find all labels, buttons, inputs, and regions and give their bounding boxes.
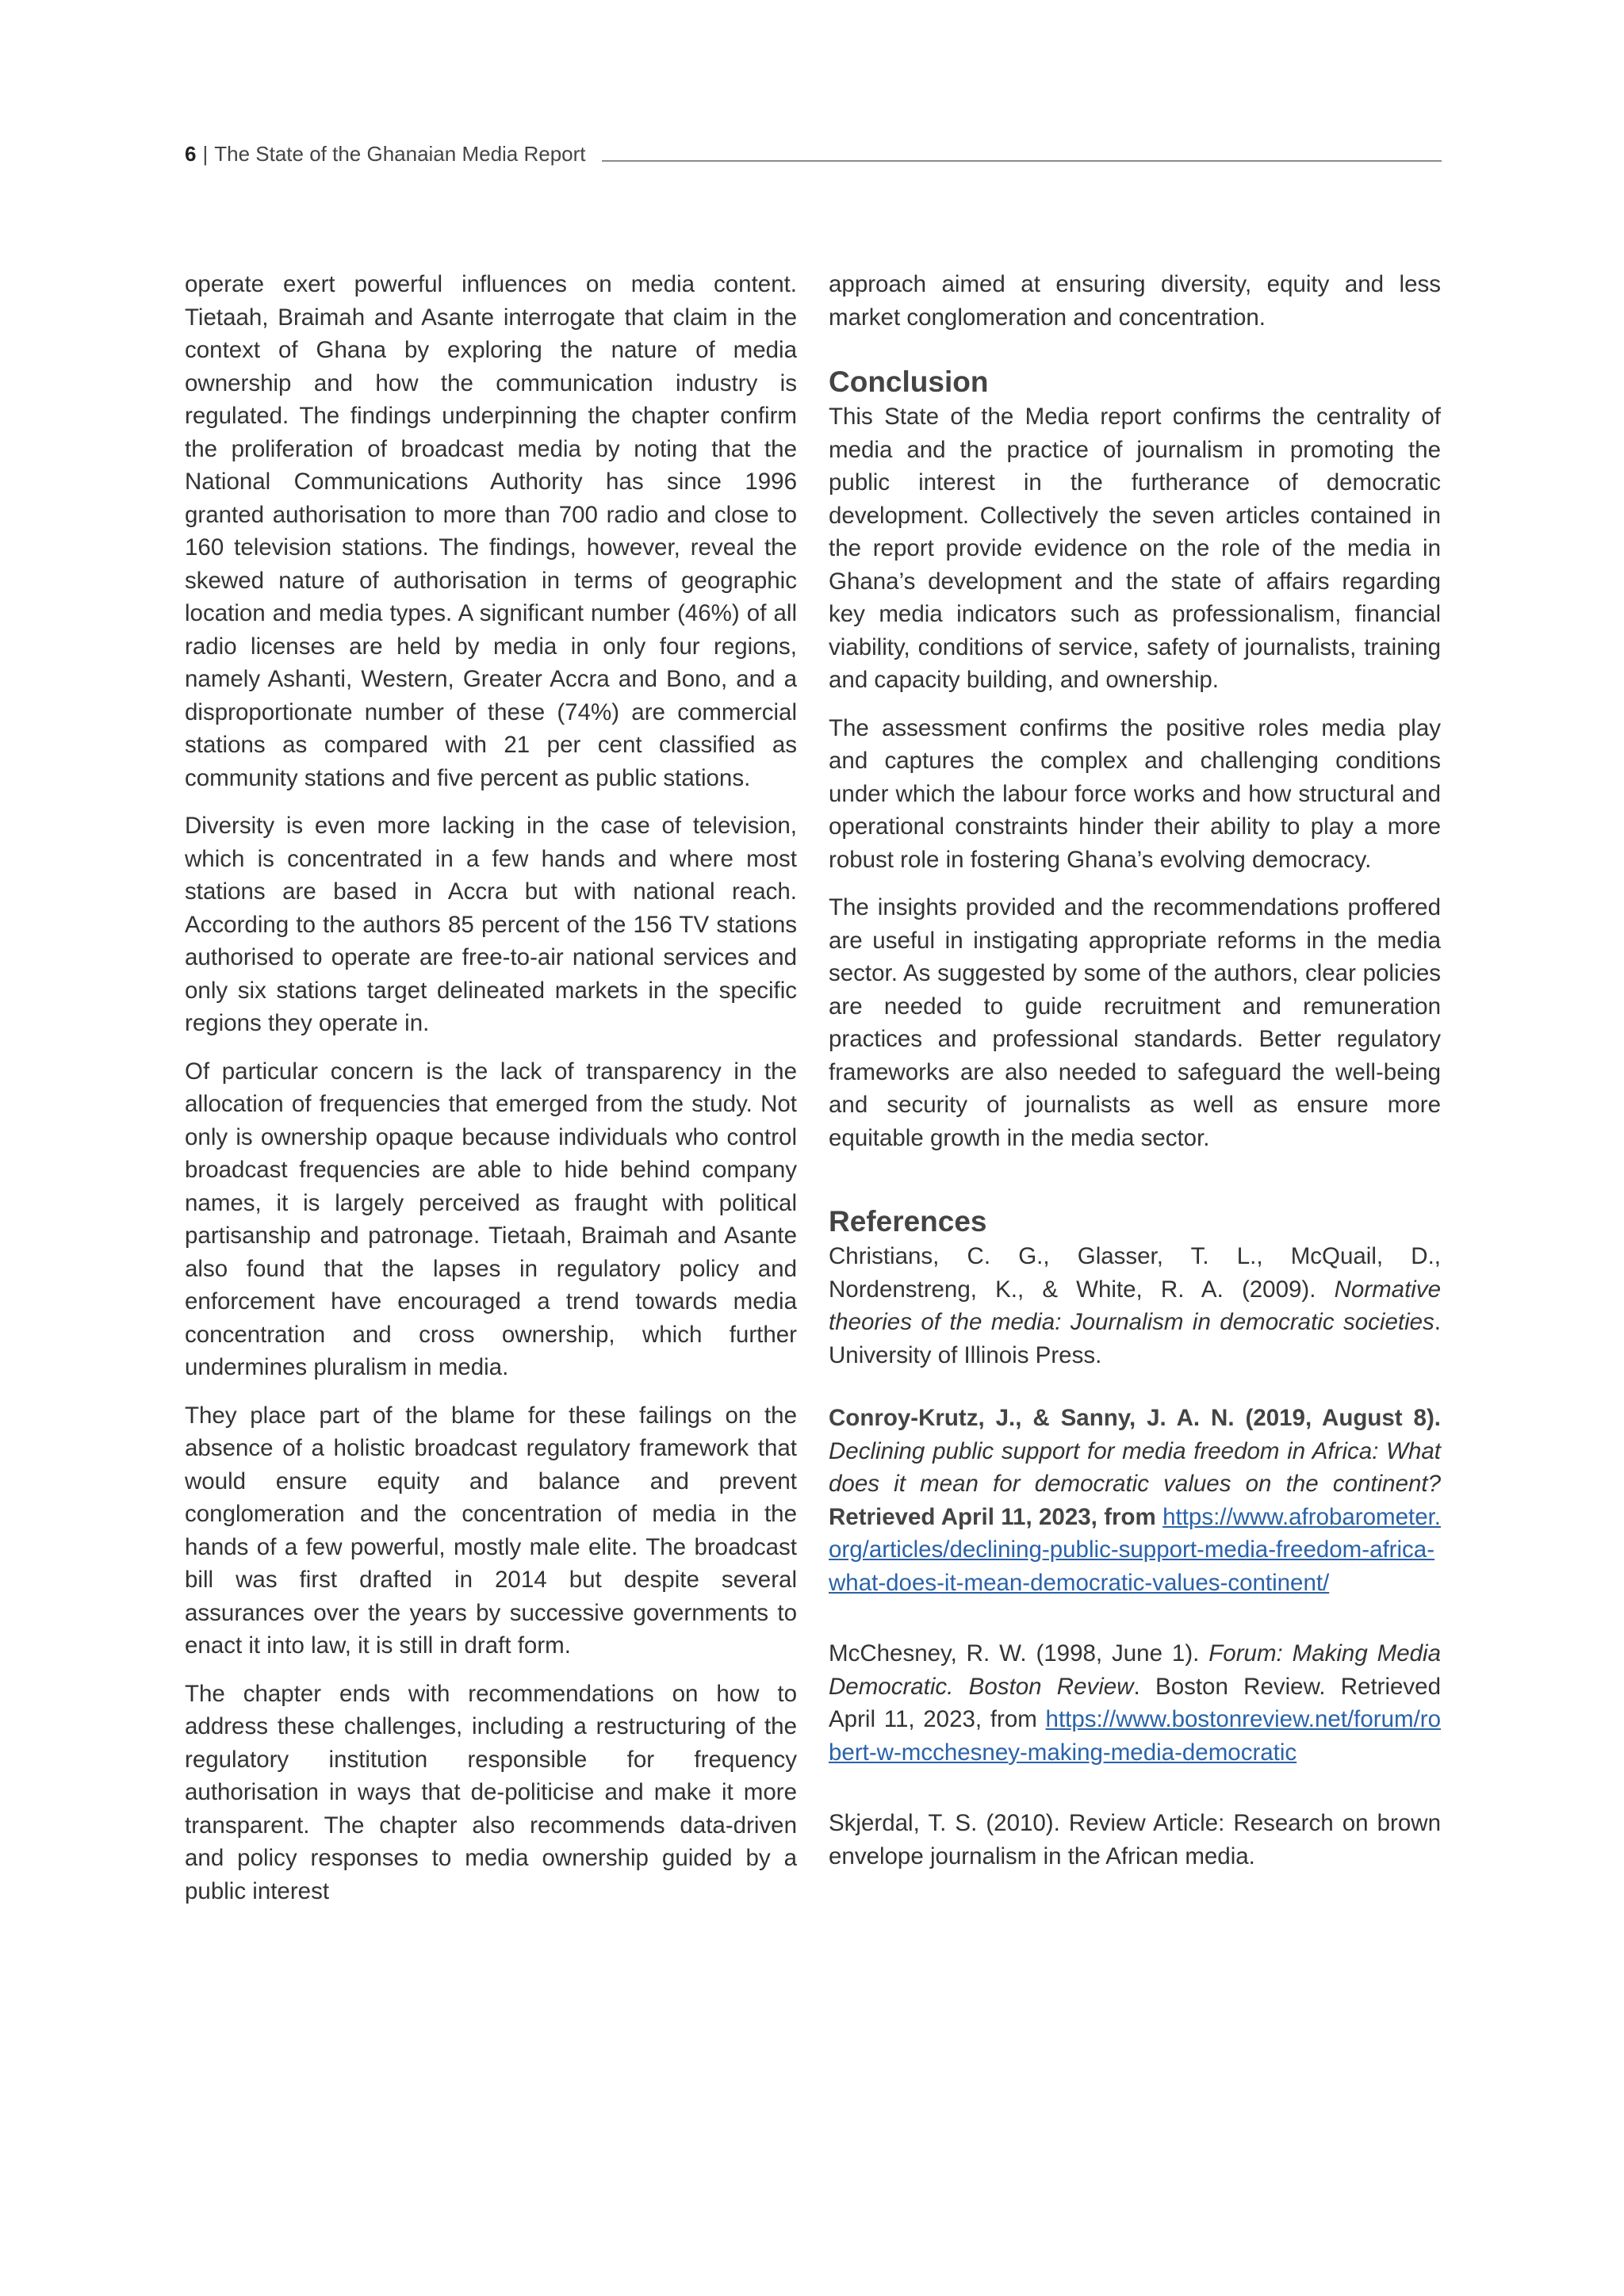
body-paragraph: Diversity is even more lacking in the case of television, which is concentrated in a few hands and where most stations are based in Accra but with national reach. According to the authors 85 percent of the 156 TV stations authorised to operate are free-to-air national services and only six stations target delineated markets in the specific regions they operate in. [185,813,797,1036]
left-column [185,268,797,1923]
ref-retrieved: . Boston Review. Retrieved April 11, 2023, from [829,1673,1441,1732]
body-paragraph: The chapter ends with recommendations on how to address these challenges, including a restructuring of the regulatory institution responsible for frequency authorisation in ways that de-politicise and make it more transparent. The chapter also recommends data-driven and policy responses to media ownership guided by a public interest [185,1680,797,1904]
conclusion-paragraph: The assessment confirms the positive roles media play and captures the complex and challenging conditions under which the labour force works and how structural and operational constraints hinder their ability to play a more robust role in fostering Ghana’s evolving democracy. [829,714,1441,873]
references-heading: References [829,1205,987,1238]
body-paragraph: approach aimed at ensuring diversity, equity and less market conglomeration and concentration. [829,271,1441,331]
ref-authors: Conroy-Krutz, J., & Sanny, J. A. N. (2019, August 8). [829,1405,1441,1431]
header-separator: | [202,142,209,166]
body-paragraph: Of particular concern is the lack of transparency in the allocation of frequencies that emerged from the study. Not only is ownership opaque because individuals who control broadcast frequencies are able to hide behind company names, it is largely perceived as fraught with political partisanship and patronage. Tietaah, Braimah and Asante also found that the lapses in regulatory policy and enforcement have encouraged a trend towards media concentration and cross ownership, which further undermines pluralism in media. [185,1058,797,1380]
ref-authors: Christians, C. G., Glasser, T. L., McQuail, D., Nordenstreng, K., & White, R. A. (2009). [829,1243,1441,1303]
body-paragraph: operate exert powerful influences on media content. Tietaah, Braimah and Asante interrogate that claim in the context of Ghana by exploring the nature of media ownership and how the communication industry is regulated. The findings underpinning the chapter confirm the proliferation of broadcast media by noting that the National Communications Authority has since 1996 granted authorisation to more than 700 radio and close to 160 television stations. The findings, however, reveal the skewed nature of authorisation in terms of geographic location and media types. A significant number (46%) of all radio licenses are held by media in only four regions, namely Ashanti, Western, Greater Accra and Bono, and a disproportionate number of these (74%) are commercial stations as compared with 21 per cent classified as community stations and five percent as public stations. [185,271,797,791]
ref-authors: McChesney, R. W. (1998, June 1). [829,1640,1209,1667]
page-header [185,135,1442,166]
header-rule [602,160,1442,162]
ref-link-bostonreview[interactable]: https://www.bostonreview.net/forum/robert-w-mcchesney-making-media-democratic [829,1706,1441,1766]
ref-title: Forum: Making Media Democratic. Boston Review [829,1640,1442,1700]
ref-title: Normative theories of the media: Journalism in democratic societies [829,1276,1441,1335]
conclusion-paragraph: The insights provided and the recommendations proffered are useful in instigating appropriate reforms in the media sector. As suggested by some of the authors, clear policies are needed to guide recruitment and remuneration practices and professional standards. Better regulatory frameworks are also needed to safeguard the well-being and security of journalists as well as ensure more equitable growth in the media sector. [829,894,1441,1151]
reference-skjerdal: Skjerdal, T. S. (2010). Review Article: Research on brown envelope journalism in the African media. [829,1810,1441,1869]
ref-retrieved: Retrieved April 11, 2023, from [829,1503,1163,1530]
ref-publisher: . University of Illinois Press. [829,1309,1441,1368]
ref-link-afrobarometer[interactable]: https://www.afrobarometer.org/articles/declining-public-support-media-freedom-africa-what-does-it-mean-democratic-values-continent/ [829,1503,1441,1596]
reference-conroy-krutz [829,1402,1441,1599]
conclusion-heading: Conclusion [829,365,989,398]
reference-mcchesney [829,1637,1441,1769]
page-number: 6 [185,142,197,166]
ref-title: Declining public support for media freedom in Africa: What does it mean for democratic values on the continent? [829,1437,1441,1497]
right-column [829,268,1441,1888]
body-paragraph: They place part of the blame for these failings on the absence of a holistic broadcast regulatory framework that would ensure equity and balance and prevent conglomeration and the concentration of media in the hands of a few powerful, mostly male elite. The broadcast bill was first drafted in 2014 but despite several assurances over the years by successive governments to enact it into law, it is still in draft form. [185,1402,797,1659]
conclusion-paragraph: This State of the Media report confirms the centrality of media and the practice of journalism in promoting the public interest in the furtherance of democratic development. Collectively the seven articles contained in the report provide evidence on the role of the media in Ghana’s development and the state of affairs regarding key media indicators such as professionalism, financial viability, conditions of service, safety of journalists, training and capacity building, and ownership. [829,404,1441,693]
report-title: The State of the Ghanaian Media Report [214,142,586,166]
reference-christians [829,1240,1441,1372]
